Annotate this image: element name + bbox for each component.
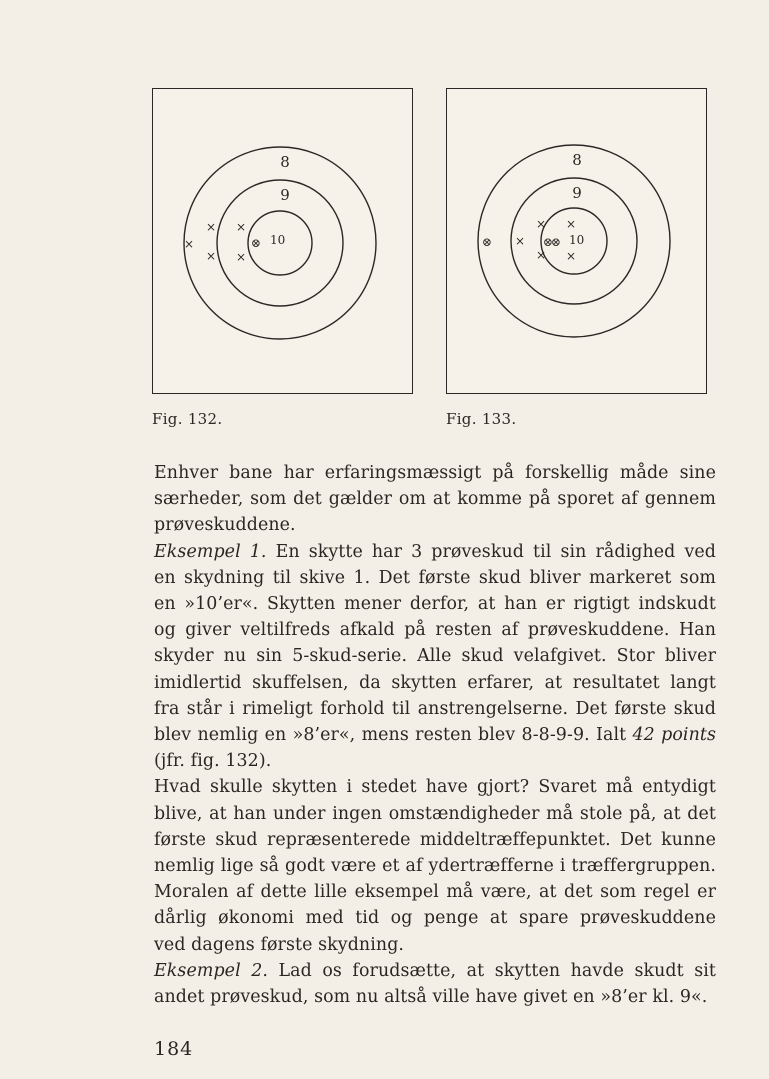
figure-133-target <box>446 88 707 394</box>
text-line: Enhver bane har erfaringsmæssigt på forskellig måde sine <box>154 463 716 483</box>
text-fragment: Lad os forudsætte, at skytten havde skudt sit <box>268 960 716 981</box>
example-2-label: Eksempel 2. <box>154 960 269 981</box>
page-number: 184 <box>154 1038 194 1060</box>
shot-mark: × <box>535 217 547 231</box>
text-line: nemlig lige så godt være et af ydertræfferne i træffergruppen. <box>154 856 716 877</box>
ring-label-9: 9 <box>572 184 582 202</box>
text-line: skyder nu sin 5-skud-serie. Alle skud velafgivet. Stor bliver <box>154 646 716 667</box>
example-1-first-line <box>154 539 716 565</box>
text-line: særheder, som det gælder om at komme på sporet af gennem <box>154 489 716 510</box>
shot-mark: × <box>535 248 547 262</box>
figure-132-target <box>152 88 413 394</box>
text-line: (jfr. fig. 132). <box>154 751 272 772</box>
text-line: en skydning til skive 1. Det første skud bliver markeret som <box>154 567 716 588</box>
ring-label-9: 9 <box>280 186 290 204</box>
shot-mark: × <box>514 234 526 248</box>
text-line: ved dagens første skydning. <box>154 934 405 955</box>
shot-mark: × <box>565 217 577 231</box>
target-diagram-132 <box>153 89 411 392</box>
ring-label-10: 10 <box>569 233 585 247</box>
shot-mark: × <box>183 237 195 251</box>
example-2-first-line <box>154 958 716 984</box>
shot-mark-overlap: ⊗ <box>542 235 554 249</box>
text-line: første skud repræsenterede middeltræffepunktet. Det kunne <box>154 829 716 850</box>
text-line: blive, at han under ingen omstændigheder må stole på, at det <box>154 803 716 824</box>
text-line: andet prøveskud, som nu altså ville have givet en »8’er kl. 9«. <box>154 987 708 1008</box>
text-line: Hvad skulle skytten i stedet have gjort? Svaret må entydigt <box>154 777 716 798</box>
first-shot-mark: ⊗ <box>250 236 262 250</box>
first-shot-mark: ⊗ <box>481 235 493 249</box>
ring-label-8: 8 <box>280 153 290 171</box>
result-points: 42 points <box>632 725 716 746</box>
example-1-label: Eksempel 1. <box>154 541 267 562</box>
text-fragment: En skytte har 3 prøveskud til sin rådighed ved <box>266 541 716 562</box>
ring-label-8: 8 <box>572 151 582 169</box>
text-line: Moralen af dette lille eksempel må være, at det som regel er <box>154 882 716 903</box>
figure-caption-132: Fig. 132. <box>152 410 223 428</box>
ring-label-10: 10 <box>270 233 286 247</box>
text-line: prøveskuddene. <box>154 515 296 536</box>
shot-mark-overlap: ⊗ <box>550 235 562 249</box>
text-line: fra står i rimeligt forhold til anstrengelserne. Det første skud <box>154 698 716 719</box>
text-line: en »10’er«. Skytten mener derfor, at han er rigtigt indskudt <box>154 594 716 615</box>
text-line: og giver veltilfreds afkald på resten af prøveskuddene. Han <box>154 620 716 641</box>
shot-mark: × <box>235 220 247 234</box>
text-fragment: blev nemlig en »8’er«, mens resten blev 8-8-9-9. Ialt <box>154 725 633 746</box>
target-diagram-133 <box>447 89 705 392</box>
shot-mark: × <box>205 220 217 234</box>
shot-mark: × <box>565 249 577 263</box>
shot-mark: × <box>235 250 247 264</box>
text-line: dårlig økonomi med tid og penge at spare prøveskuddene <box>154 908 716 929</box>
body-text <box>154 460 716 1010</box>
figure-caption-133: Fig. 133. <box>446 410 517 428</box>
shot-mark: × <box>205 249 217 263</box>
result-line <box>154 722 716 748</box>
text-line: imidlertid skuffelsen, da skytten erfarer, at resultatet langt <box>154 672 716 693</box>
